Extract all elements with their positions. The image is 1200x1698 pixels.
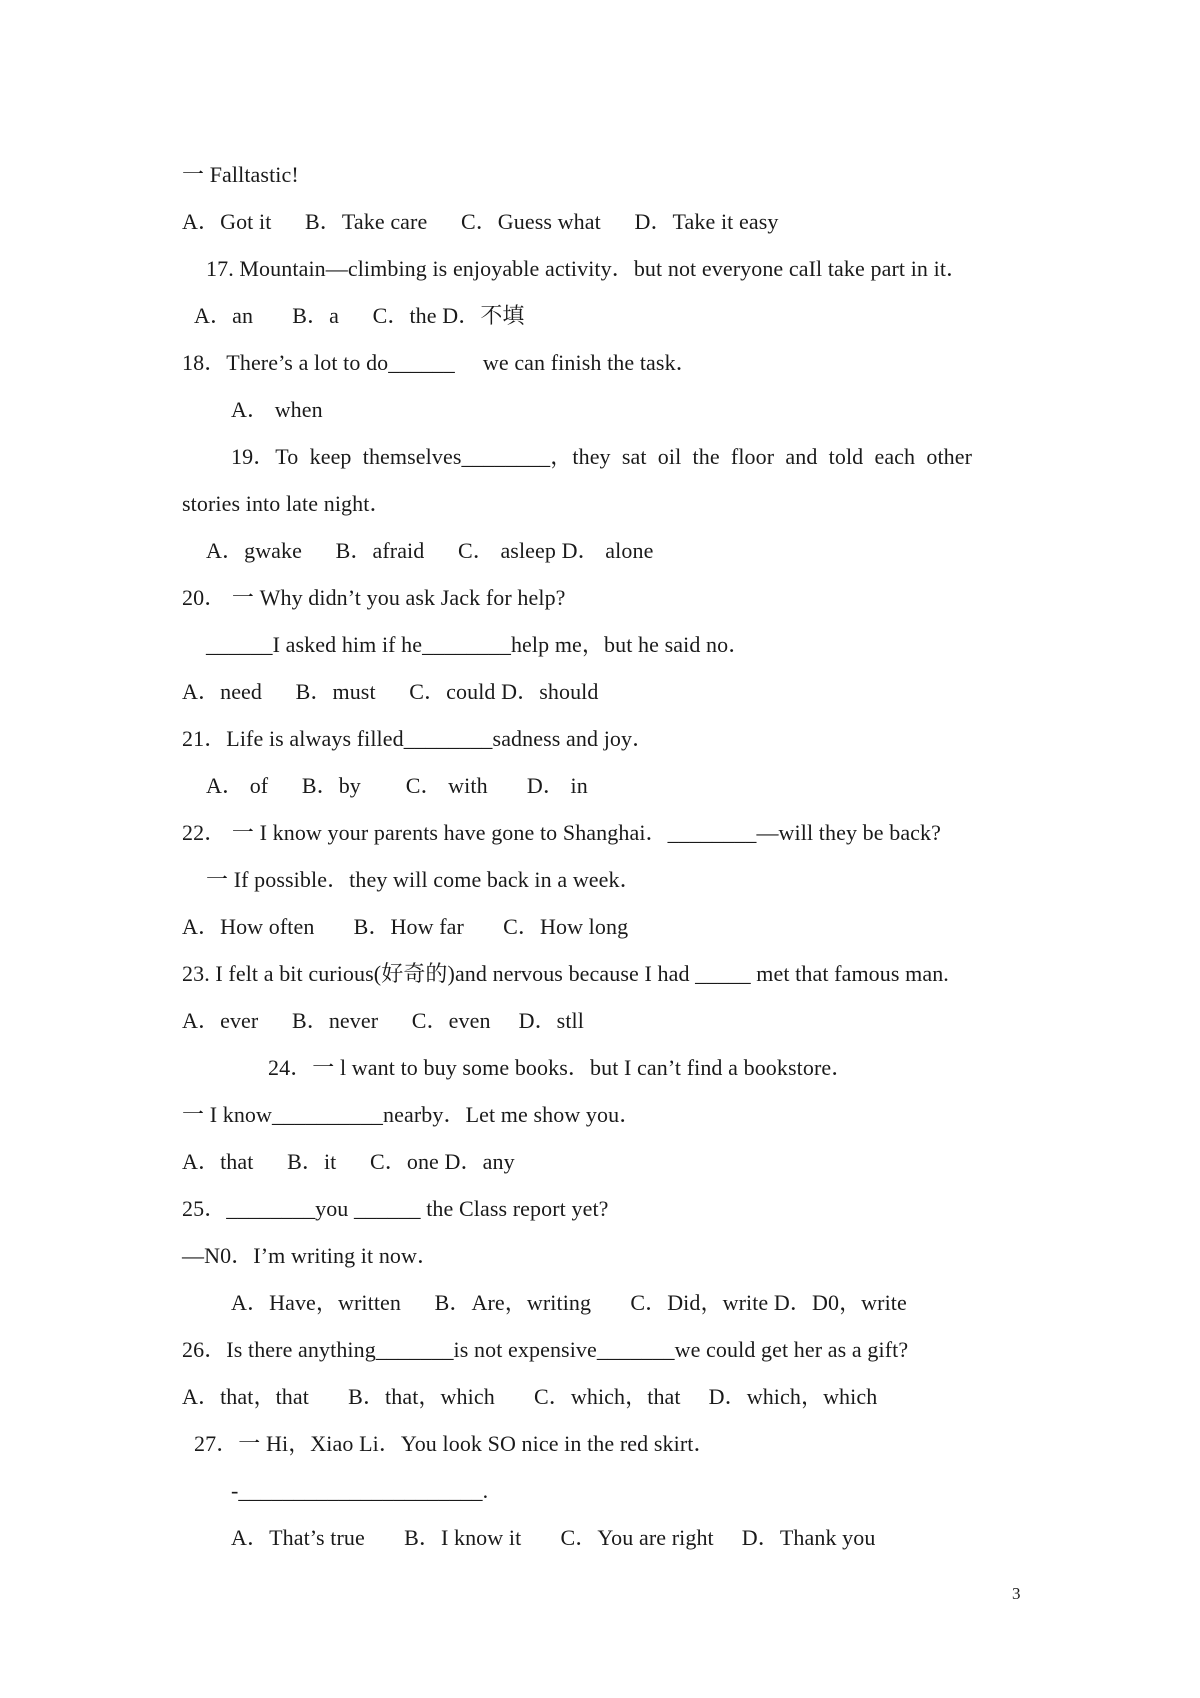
q20-options: A．need B．must C．could D．should <box>182 679 599 704</box>
q24-response: 一 I know__________nearby．Let me show you． <box>182 1102 642 1127</box>
q19-options: A．gwake B．afraid C． asleep D． alone <box>206 538 654 563</box>
q19-stem: 19．To keep themselves________，they sat oil the floor and told each other <box>231 444 973 469</box>
q18-stem: 18．There’s a lot to do______ we can finish the task． <box>182 350 698 375</box>
q24-options: A．that B．it C．one D．any <box>182 1149 515 1174</box>
q27-response: -______________________. <box>231 1478 489 1503</box>
q25-stem: 25．________you ______ the Class report yet? <box>182 1196 609 1221</box>
q27-stem: 27．一 Hi，Xiao Li．You look SO nice in the red skirt． <box>194 1431 716 1456</box>
q18-options: A． when <box>231 397 323 422</box>
q21-stem: 21．Life is always filled________sadness and joy． <box>182 726 655 751</box>
q17-options: A．an B．a C．the D．不填 <box>194 303 525 328</box>
q21-options: A． of B．by C． with D． in <box>206 773 588 798</box>
q19-stem-continued: stories into late night． <box>182 491 392 516</box>
q27-options: A．That’s true B．I know it C．You are right D．Thank you <box>231 1525 876 1550</box>
q22-stem: 22． 一 I know your parents have gone to Shanghai．________—will they be back? <box>182 820 942 845</box>
q22-response: 一 If possible．they will come back in a week． <box>206 867 642 892</box>
q23-options: A．ever B．never C．even D．stll <box>182 1008 584 1033</box>
q20-stem: 20． 一 Why didn’t you ask Jack for help? <box>182 585 566 610</box>
q22-options: A．How often B．How far C．How long <box>182 914 629 939</box>
q17-stem: 17. Mountain—climbing is enjoyable activity．but not everyone caIl take part in it． <box>206 256 969 281</box>
q26-options: A．that，that B．that，which C．which，that D．which，which <box>182 1384 878 1409</box>
q24-stem: 24．一 l want to buy some books．but I can’t find a bookstore． <box>268 1055 854 1080</box>
q20-response: ______I asked him if he________help me，but he said no． <box>206 632 751 657</box>
q16-response: 一 Falltastic! <box>182 162 299 187</box>
q23-stem: 23. I felt a bit curious(好奇的)and nervous because I had _____ met that famous man. <box>182 961 949 986</box>
q16-options: A．Got it B．Take care C．Guess what D．Take it easy <box>182 209 779 234</box>
q25-options: A．Have，written B．Are，writing C．Did，write D．D0，write <box>231 1290 907 1315</box>
page-number: 3 <box>1012 1584 1021 1603</box>
q26-stem: 26．Is there anything_______is not expensive_______we could get her as a gift? <box>182 1337 909 1362</box>
q25-response: —N0．I’m writing it now． <box>182 1243 440 1268</box>
